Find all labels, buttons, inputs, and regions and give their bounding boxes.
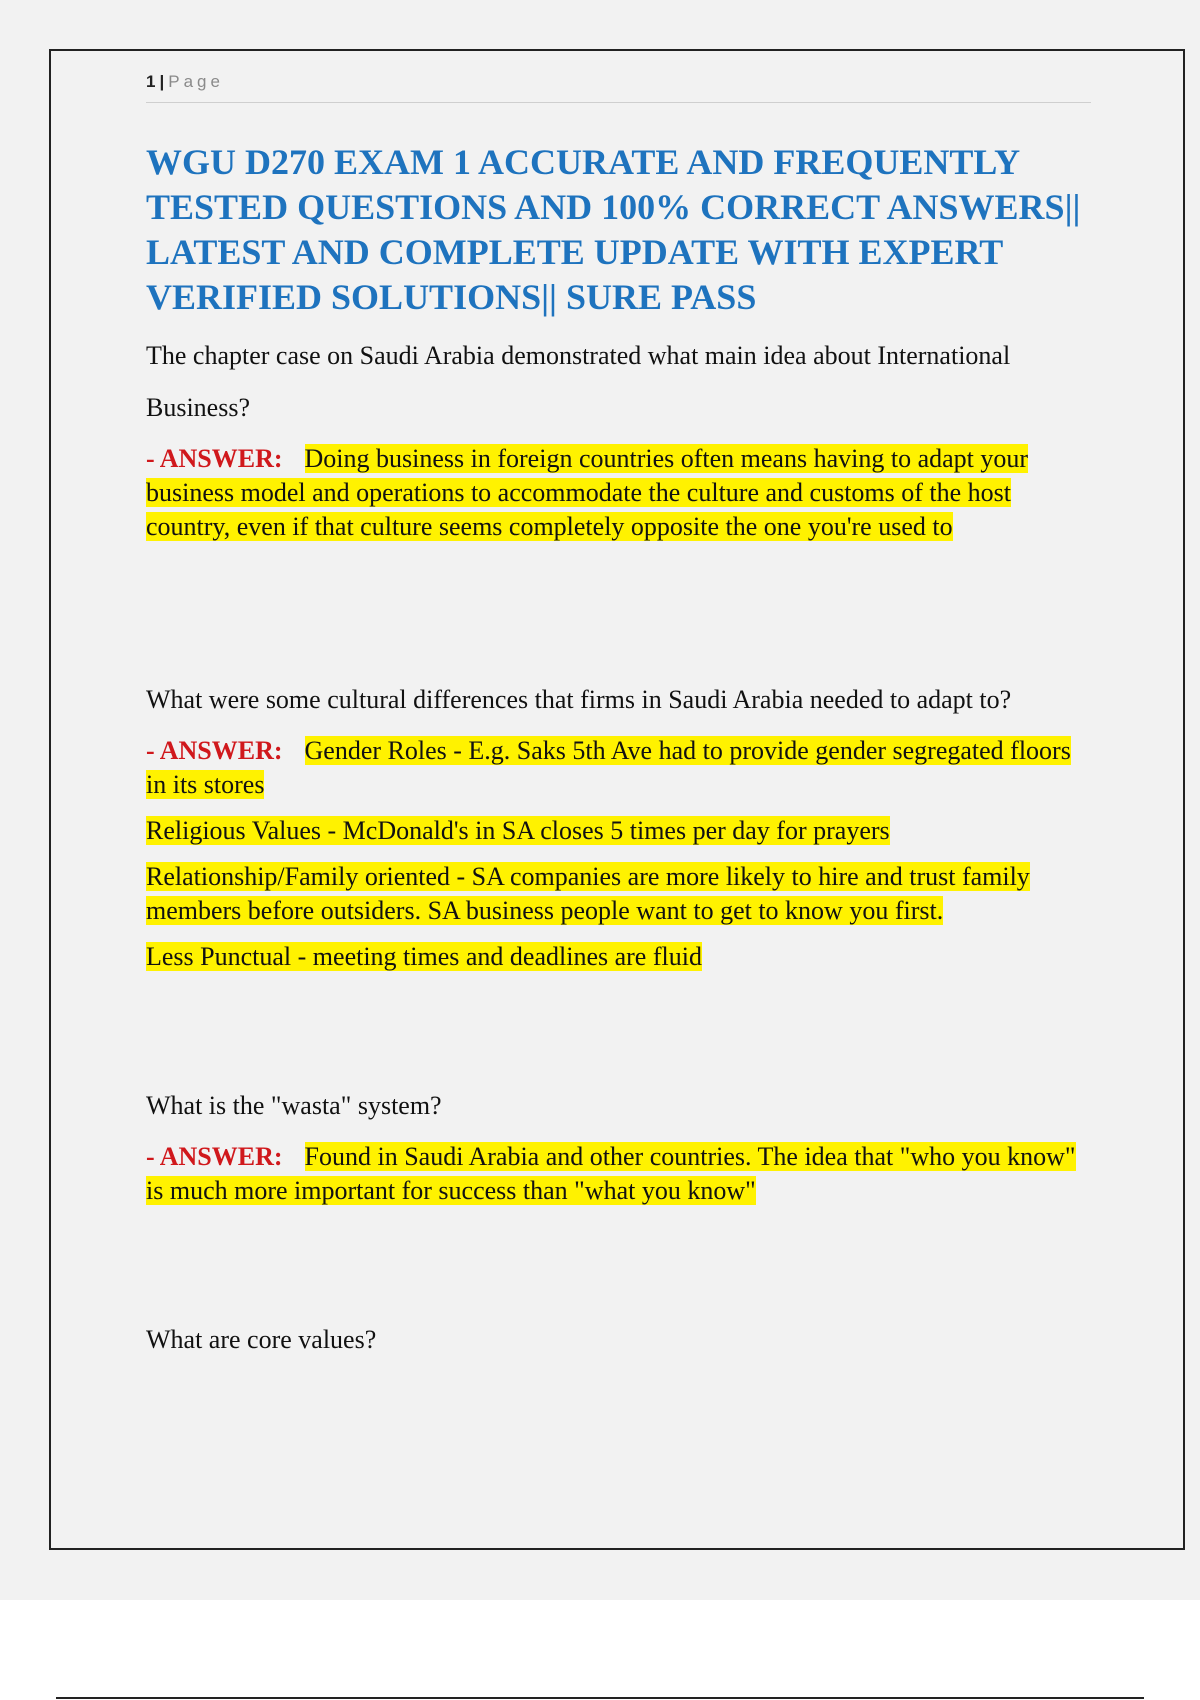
document-title: WGU D270 EXAM 1 ACCURATE AND FREQUENTLY TESTED QUESTIONS AND 100% CORRECT ANSWERS|| LATEST AND COMPLETE UPDATE WITH EXPERT VERIFIED SOLUTIONS|| SURE PASS bbox=[146, 142, 1081, 317]
question-1: The chapter case on Saudi Arabia demonstrated what main idea about International Business? bbox=[146, 341, 1011, 422]
answer-1 bbox=[146, 442, 1096, 544]
answer-label: - ANSWER: bbox=[146, 444, 283, 473]
question-4: What are core values? bbox=[146, 1325, 377, 1354]
answer-3 bbox=[146, 1140, 1096, 1208]
answer-text: Gender Roles - E.g. Saks 5th Ave had to provide gender segregated floors in its stores bbox=[146, 736, 1071, 799]
header-separator: | bbox=[159, 72, 165, 91]
answer-2 bbox=[146, 734, 1096, 802]
page-header bbox=[146, 72, 1091, 103]
page-word: Page bbox=[168, 72, 224, 91]
page-break-line bbox=[56, 1697, 1144, 1699]
answer-2-point: Less Punctual - meeting times and deadlines are fluid bbox=[146, 942, 702, 971]
answer-text: Found in Saudi Arabia and other countries. The idea that "who you know" is much more important for success than "what you know" bbox=[146, 1142, 1076, 1205]
answer-label: - ANSWER: bbox=[146, 736, 283, 765]
answer-text: Doing business in foreign countries often means having to adapt your business model and operations to accommodate the culture and customs of the host country, even if that culture seems completely opposite the one you're used to bbox=[146, 444, 1029, 541]
question-2: What were some cultural differences that firms in Saudi Arabia needed to adapt to? bbox=[146, 685, 1012, 714]
question-3: What is the "wasta" system? bbox=[146, 1091, 442, 1120]
answer-label: - ANSWER: bbox=[146, 1142, 283, 1171]
document-body bbox=[146, 140, 1096, 1366]
answer-2-point: Religious Values - McDonald's in SA closes 5 times per day for prayers bbox=[146, 816, 890, 845]
page-number: 1 bbox=[146, 72, 156, 91]
answer-2-point: Relationship/Family oriented - SA companies are more likely to hire and trust family members before outsiders. SA business people want to get to know you first. bbox=[146, 862, 1030, 925]
